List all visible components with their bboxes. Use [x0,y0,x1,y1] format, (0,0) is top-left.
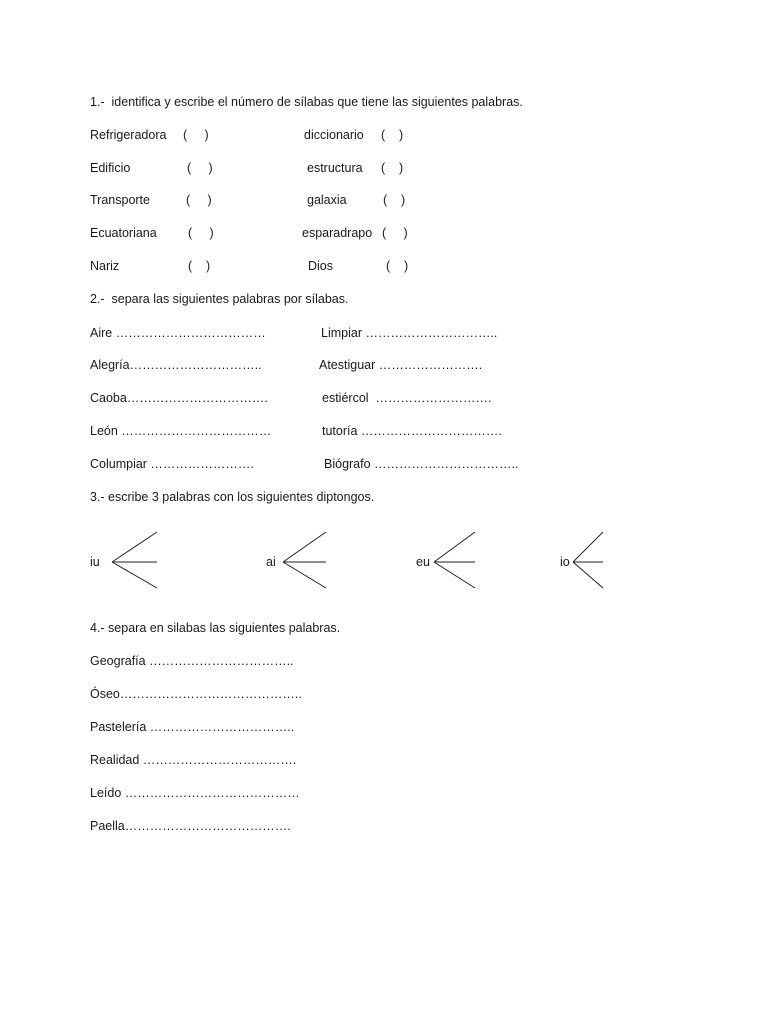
answer-fork-lines [281,530,329,590]
q1-word: Edificio [90,161,131,175]
q1-word: Ecuatoriana [90,226,157,240]
q2-word-line: León ……………………………… [90,424,272,438]
q3-title: 3.- escribe 3 palabras con los siguientes diptongos. [90,490,375,504]
q1-word: diccionario [304,128,364,142]
q1-answer-parens: ( ) [187,161,213,175]
q3-diphthong-label: io [560,555,570,569]
q4-word-line: Pastelería …………………………….. [90,720,295,734]
q1-word: galaxia [307,193,347,207]
q1-answer-parens: ( ) [186,193,212,207]
q2-word-line: tutoría ……………………………. [322,424,502,438]
answer-fork-lines [571,530,607,590]
q1-word: Transporte [90,193,150,207]
q2-word-line: estiércol ………………………. [322,391,492,405]
q4-word-line: Leído …………………………………… [90,786,300,800]
answer-fork-lines [110,530,160,590]
answer-fork-lines [432,530,478,590]
q1-word: Nariz [90,259,120,273]
q3-diphthong-label: eu [416,555,430,569]
q1-word: estructura [307,161,363,175]
q3-diphthong-label: iu [90,555,100,569]
q1-word: Refrigeradora [90,128,167,142]
q1-answer-parens: ( ) [383,193,406,207]
q2-word-line: Atestiguar ……………………. [319,358,483,372]
q4-word-line: Paella…………………………………. [90,819,291,833]
q4-word-line: Geografía …………………………….. [90,654,294,668]
q4-word-line: Óseo…………………………………….. [90,687,302,701]
q1-answer-parens: ( ) [188,259,211,273]
q1-answer-parens: ( ) [381,128,404,142]
q1-answer-parens: ( ) [188,226,214,240]
q1-word: Dios [308,259,334,273]
q2-word-line: Biógrafo …………………………….. [324,457,519,471]
q2-word-line: Caoba……………………………. [90,391,268,405]
q1-answer-parens: ( ) [381,161,404,175]
q1-answer-parens: ( ) [382,226,408,240]
q2-word-line: Limpiar ………………………….. [321,326,498,340]
q4-title: 4.- separa en silabas las siguientes palabras. [90,621,341,635]
q2-word-line: Columpiar ……………………. [90,457,254,471]
q1-title: 1.- identifica y escribe el número de sílabas que tiene las siguientes palabras. [90,95,523,109]
q1-answer-parens: ( ) [183,128,209,142]
q2-title: 2.- separa las siguientes palabras por sílabas. [90,292,349,306]
q2-word-line: Aire ……………………………… [90,326,266,340]
q2-word-line: Alegría………………………….. [90,358,262,372]
q4-word-line: Realidad ………………………………. [90,753,297,767]
q3-diphthong-label: ai [266,555,276,569]
q1-word: esparadrapo [302,226,373,240]
q1-answer-parens: ( ) [386,259,409,273]
